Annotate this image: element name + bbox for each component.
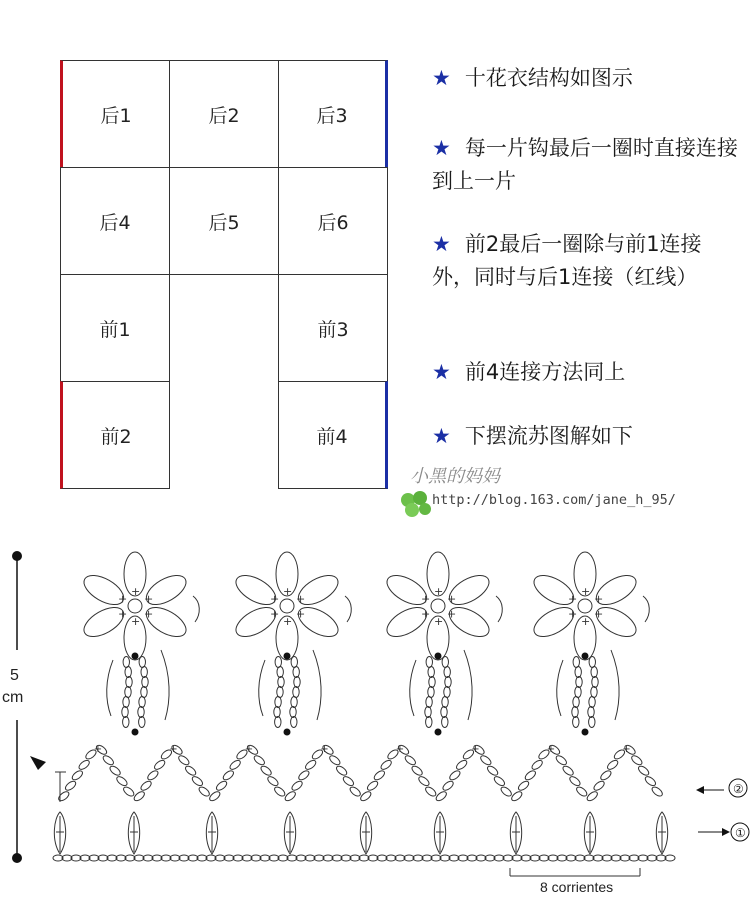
block-back-2 xyxy=(169,60,279,168)
row-1-marker xyxy=(698,823,749,841)
chain-stitch xyxy=(304,759,317,771)
chain-stitch xyxy=(510,790,523,802)
star-icon: ★ xyxy=(432,136,451,160)
single-crochet-mark: + xyxy=(131,615,141,628)
single-crochet-mark: + xyxy=(581,615,591,628)
single-crochet-mark: + xyxy=(118,592,128,606)
chain-stitch xyxy=(228,759,241,771)
single-crochet-mark: + xyxy=(395,744,405,755)
chain-stitch xyxy=(125,687,131,698)
note-text: 前2最后一圈除与前1连接外，同时与后1连接（红线） xyxy=(432,232,702,289)
chain-stitch xyxy=(524,769,537,781)
chain-stitch xyxy=(592,780,605,792)
height-unit: cm xyxy=(2,689,24,706)
flower-motif xyxy=(382,552,502,736)
chain-stitch xyxy=(275,717,281,728)
chain-stitch xyxy=(486,764,499,776)
chain-stitch xyxy=(442,697,448,708)
block-back-5 xyxy=(169,167,279,275)
single-crochet-mark: + xyxy=(143,592,154,606)
chain-stitch xyxy=(138,707,144,718)
chain-stitch xyxy=(500,785,513,797)
chain-stitch xyxy=(102,754,115,766)
row-1-shells xyxy=(54,812,667,854)
shell-stitch xyxy=(54,812,65,854)
direction-arrow-icon xyxy=(496,596,502,622)
chain-stitch xyxy=(441,707,447,718)
slip-stitch-dot xyxy=(132,729,139,736)
block-label: 后6 xyxy=(317,211,349,234)
single-crochet-mark: + xyxy=(270,607,280,621)
slip-stitch-dot xyxy=(132,653,139,660)
flower-motif xyxy=(79,552,199,736)
chain-stitch xyxy=(428,687,434,698)
flower-center xyxy=(578,599,592,613)
chain-stitch xyxy=(599,769,612,781)
row-1-label: ① xyxy=(735,826,746,840)
chain-stitch xyxy=(253,754,266,766)
direction-arrow-icon xyxy=(313,650,321,720)
single-crochet-mark: + xyxy=(270,592,280,606)
single-crochet-mark: + xyxy=(169,744,178,755)
block-label: 前3 xyxy=(317,318,349,341)
single-crochet-mark: + xyxy=(622,744,631,755)
chain-stitch xyxy=(291,657,297,668)
chain-stitch xyxy=(259,764,272,776)
chain-stitch xyxy=(275,657,281,668)
single-crochet-mark: + xyxy=(283,585,293,598)
slip-stitch-dot xyxy=(435,653,442,660)
chain-stitch xyxy=(373,769,386,781)
single-crochet-mark: + xyxy=(421,607,431,621)
chain-stitch xyxy=(71,769,84,781)
single-crochet-mark: + xyxy=(446,592,457,606)
chain-stitch xyxy=(530,759,543,771)
garment-layout-grid xyxy=(60,60,388,492)
chain-stitch xyxy=(575,687,581,698)
single-crochet-mark: + xyxy=(434,585,444,598)
block-label: 前4 xyxy=(316,425,348,448)
chain-stitch xyxy=(404,754,417,766)
single-crochet-mark: + xyxy=(434,615,444,628)
chain-stitch xyxy=(429,677,435,688)
slip-stitch-dot xyxy=(284,729,291,736)
watermark-author: 小黑的妈妈 xyxy=(410,466,500,487)
chain-stitch xyxy=(291,697,297,708)
chain-stitch xyxy=(448,769,461,781)
shell-stitch xyxy=(284,812,295,854)
watermark-url: http://blog.163.com/jane_h_95/ xyxy=(432,492,676,508)
single-crochet-mark: + xyxy=(421,592,431,606)
chain-stitch xyxy=(122,707,128,718)
single-crochet-mark: + xyxy=(143,607,154,621)
direction-arrow-icon xyxy=(557,660,563,716)
direction-arrow-icon xyxy=(464,650,472,720)
chain-stitch xyxy=(426,717,432,728)
chain-stitch xyxy=(133,790,146,802)
chain-stitch xyxy=(77,759,90,771)
chain-stitch xyxy=(125,667,131,678)
chain-stitch xyxy=(426,697,432,708)
flower-motif xyxy=(231,552,351,736)
fringe-crochet-chart xyxy=(0,540,750,900)
chain-stitch xyxy=(115,775,128,787)
chain-stitch xyxy=(573,717,579,728)
chain-stitch xyxy=(139,657,145,668)
block-front-3 xyxy=(278,274,388,382)
chain-stitch xyxy=(379,759,392,771)
flower-motif xyxy=(529,552,649,736)
chain-count-bracket xyxy=(510,868,640,895)
chain-stitch xyxy=(591,687,597,698)
chain-stitch xyxy=(455,759,468,771)
chain-stitch xyxy=(141,687,147,698)
row-2-label: ② xyxy=(733,782,744,796)
chain-stitch xyxy=(222,769,235,781)
block-back-1 xyxy=(60,60,170,168)
chain-stitch xyxy=(184,764,197,776)
chain-stitch xyxy=(126,677,132,688)
chain-stitch xyxy=(575,667,581,678)
single-crochet-mark: + xyxy=(118,607,128,621)
shell-stitch xyxy=(584,812,595,854)
chain-stitch xyxy=(291,717,297,728)
chain-stitch xyxy=(517,780,530,792)
chain-stitch xyxy=(591,667,597,678)
note-front-2 xyxy=(432,228,742,294)
chain-stitch xyxy=(651,785,664,797)
flower-center xyxy=(431,599,445,613)
chain-stitch xyxy=(215,780,228,792)
start-arrow-icon xyxy=(30,756,46,770)
chain-stitch xyxy=(425,707,431,718)
chain-stitch xyxy=(146,769,159,781)
fringe-flowers xyxy=(79,552,649,736)
shell-stitch xyxy=(510,812,521,854)
block-label: 后2 xyxy=(208,104,240,127)
chain-stitch xyxy=(576,677,582,688)
note-text: 十花衣结构如图示 xyxy=(464,66,633,90)
height-value: 5 xyxy=(10,667,19,684)
chain-stitch xyxy=(442,717,448,728)
chain-stitch xyxy=(479,754,492,766)
single-crochet-mark: + xyxy=(471,744,480,755)
chain-stitch xyxy=(493,775,506,787)
block-label: 后3 xyxy=(316,104,348,127)
chain-stitch xyxy=(342,775,355,787)
chain-stitch xyxy=(277,667,283,678)
chain-stitch xyxy=(568,775,581,787)
chain-stitch xyxy=(290,780,303,792)
direction-arrow-icon xyxy=(107,660,113,716)
chain-stitch xyxy=(277,687,283,698)
direction-arrow-icon xyxy=(345,596,351,622)
chain-count-label: 8 corrientes xyxy=(540,879,614,895)
shell-stitch xyxy=(128,812,139,854)
direction-arrow-icon xyxy=(193,596,199,622)
chain-stitch xyxy=(139,780,152,792)
chain-stitch xyxy=(139,717,145,728)
chain-stitch xyxy=(123,717,129,728)
single-crochet-mark: + xyxy=(593,607,604,621)
single-crochet-mark: + xyxy=(131,585,141,598)
chain-stitch xyxy=(573,697,579,708)
chain-stitch xyxy=(589,657,595,668)
single-crochet-mark: + xyxy=(244,744,254,755)
block-label: 后4 xyxy=(99,211,131,234)
chain-stitch xyxy=(294,677,300,688)
block-label: 前1 xyxy=(99,318,131,341)
chain-stitch xyxy=(561,764,574,776)
direction-arrow-icon xyxy=(410,660,416,716)
chain-stitch xyxy=(359,790,372,802)
note-fringe xyxy=(432,420,742,453)
shell-stitch xyxy=(206,812,217,854)
chain-stitch xyxy=(275,697,281,708)
block-front-2 xyxy=(60,381,170,489)
block-label: 后1 xyxy=(100,104,132,127)
foundation-chain xyxy=(53,855,675,861)
shell-stitch xyxy=(656,812,667,854)
chain-stitch xyxy=(606,759,619,771)
chain-stitch xyxy=(644,775,657,787)
chain-stitch xyxy=(284,790,297,802)
single-crochet-mark: + xyxy=(295,607,306,621)
star-icon: ★ xyxy=(432,66,451,90)
direction-arrow-icon xyxy=(643,596,649,622)
height-dimension xyxy=(2,551,23,863)
direction-arrow-icon xyxy=(259,660,265,716)
flower-center xyxy=(280,599,294,613)
chain-stitch xyxy=(555,754,568,766)
single-crochet-mark: + xyxy=(283,615,293,628)
chain-stitch xyxy=(177,754,190,766)
slip-stitch-dot xyxy=(582,729,589,736)
chain-stitch xyxy=(290,707,296,718)
chain-stitch xyxy=(123,697,129,708)
chain-stitch xyxy=(417,775,430,787)
block-back-4 xyxy=(60,167,170,275)
star-icon: ★ xyxy=(432,232,451,256)
chain-stitch xyxy=(266,775,279,787)
block-label: 后5 xyxy=(208,211,240,234)
chain-stitch xyxy=(444,687,450,698)
block-back-6 xyxy=(278,167,388,275)
chain-stitch xyxy=(191,775,204,787)
chain-stitch xyxy=(441,780,454,792)
direction-arrow-icon xyxy=(161,650,169,720)
chain-stitch xyxy=(293,667,299,678)
chain-stitch xyxy=(410,764,423,776)
chain-stitch xyxy=(122,785,135,797)
chain-stitch xyxy=(573,657,579,668)
single-crochet-mark: + xyxy=(568,607,578,621)
block-label: 前2 xyxy=(100,425,132,448)
chain-stitch xyxy=(426,657,432,668)
chain-stitch xyxy=(142,677,148,688)
chain-stitch xyxy=(274,707,280,718)
chain-stitch xyxy=(589,717,595,728)
single-crochet-mark: + xyxy=(320,744,329,755)
chain-stitch xyxy=(293,687,299,698)
single-crochet-mark: + xyxy=(295,592,306,606)
block-front-1 xyxy=(60,274,170,382)
single-crochet-mark: + xyxy=(446,607,457,621)
chain-stitch xyxy=(297,769,310,781)
shell-stitch xyxy=(360,812,371,854)
slip-stitch-dot xyxy=(435,729,442,736)
chain-stitch xyxy=(273,785,286,797)
chain-stitch xyxy=(630,754,643,766)
shell-stitch xyxy=(434,812,445,854)
clover-icon xyxy=(398,490,434,520)
chain-stitch xyxy=(278,677,284,688)
chain-stitch xyxy=(428,667,434,678)
chain-stitch xyxy=(57,790,70,802)
note-text: 每一片钩最后一圈时直接连接到上一片 xyxy=(432,136,738,193)
single-crochet-mark: + xyxy=(593,592,604,606)
chain-stitch xyxy=(366,780,379,792)
chain-stitch xyxy=(349,785,362,797)
note-text: 下摆流苏图解如下 xyxy=(464,424,633,448)
chain-stitch xyxy=(424,785,437,797)
chain-stitch xyxy=(335,764,348,776)
chain-stitch xyxy=(572,707,578,718)
chain-stitch xyxy=(139,697,145,708)
chain-stitch xyxy=(64,780,77,792)
chain-stitch xyxy=(592,677,598,688)
chain-stitch xyxy=(123,657,129,668)
chain-stitch xyxy=(153,759,166,771)
chain-stitch xyxy=(208,790,221,802)
row-2-marker xyxy=(696,779,747,797)
block-front-4 xyxy=(278,381,388,489)
note-text: 前4连接方法同上 xyxy=(464,360,626,384)
single-crochet-mark: + xyxy=(581,585,591,598)
note-front-4 xyxy=(432,356,742,389)
chain-stitch xyxy=(328,754,341,766)
chain-stitch xyxy=(575,785,588,797)
chain-stitch xyxy=(588,707,594,718)
chain-stitch xyxy=(435,790,448,802)
single-crochet-mark: + xyxy=(546,744,556,755)
chain-stitch xyxy=(637,764,650,776)
chain-stitch xyxy=(108,764,121,776)
chain-stitch xyxy=(445,677,451,688)
slip-stitch-dot xyxy=(284,653,291,660)
note-join-rule xyxy=(432,132,742,198)
chain-stitch xyxy=(586,790,599,802)
flower-center xyxy=(128,599,142,613)
star-icon: ★ xyxy=(432,424,451,448)
slip-stitch-dot xyxy=(582,653,589,660)
chain-stitch xyxy=(442,657,448,668)
star-icon: ★ xyxy=(432,360,451,384)
block-back-3 xyxy=(278,60,388,168)
direction-arrow-icon xyxy=(611,650,619,720)
single-crochet-mark: + xyxy=(568,592,578,606)
chain-stitch xyxy=(141,667,147,678)
chain-stitch xyxy=(589,697,595,708)
chain-stitch xyxy=(444,667,450,678)
single-crochet-mark: + xyxy=(93,744,103,755)
row-2-zigzag xyxy=(57,744,664,803)
chain-stitch xyxy=(198,785,211,797)
note-structure xyxy=(432,62,742,95)
